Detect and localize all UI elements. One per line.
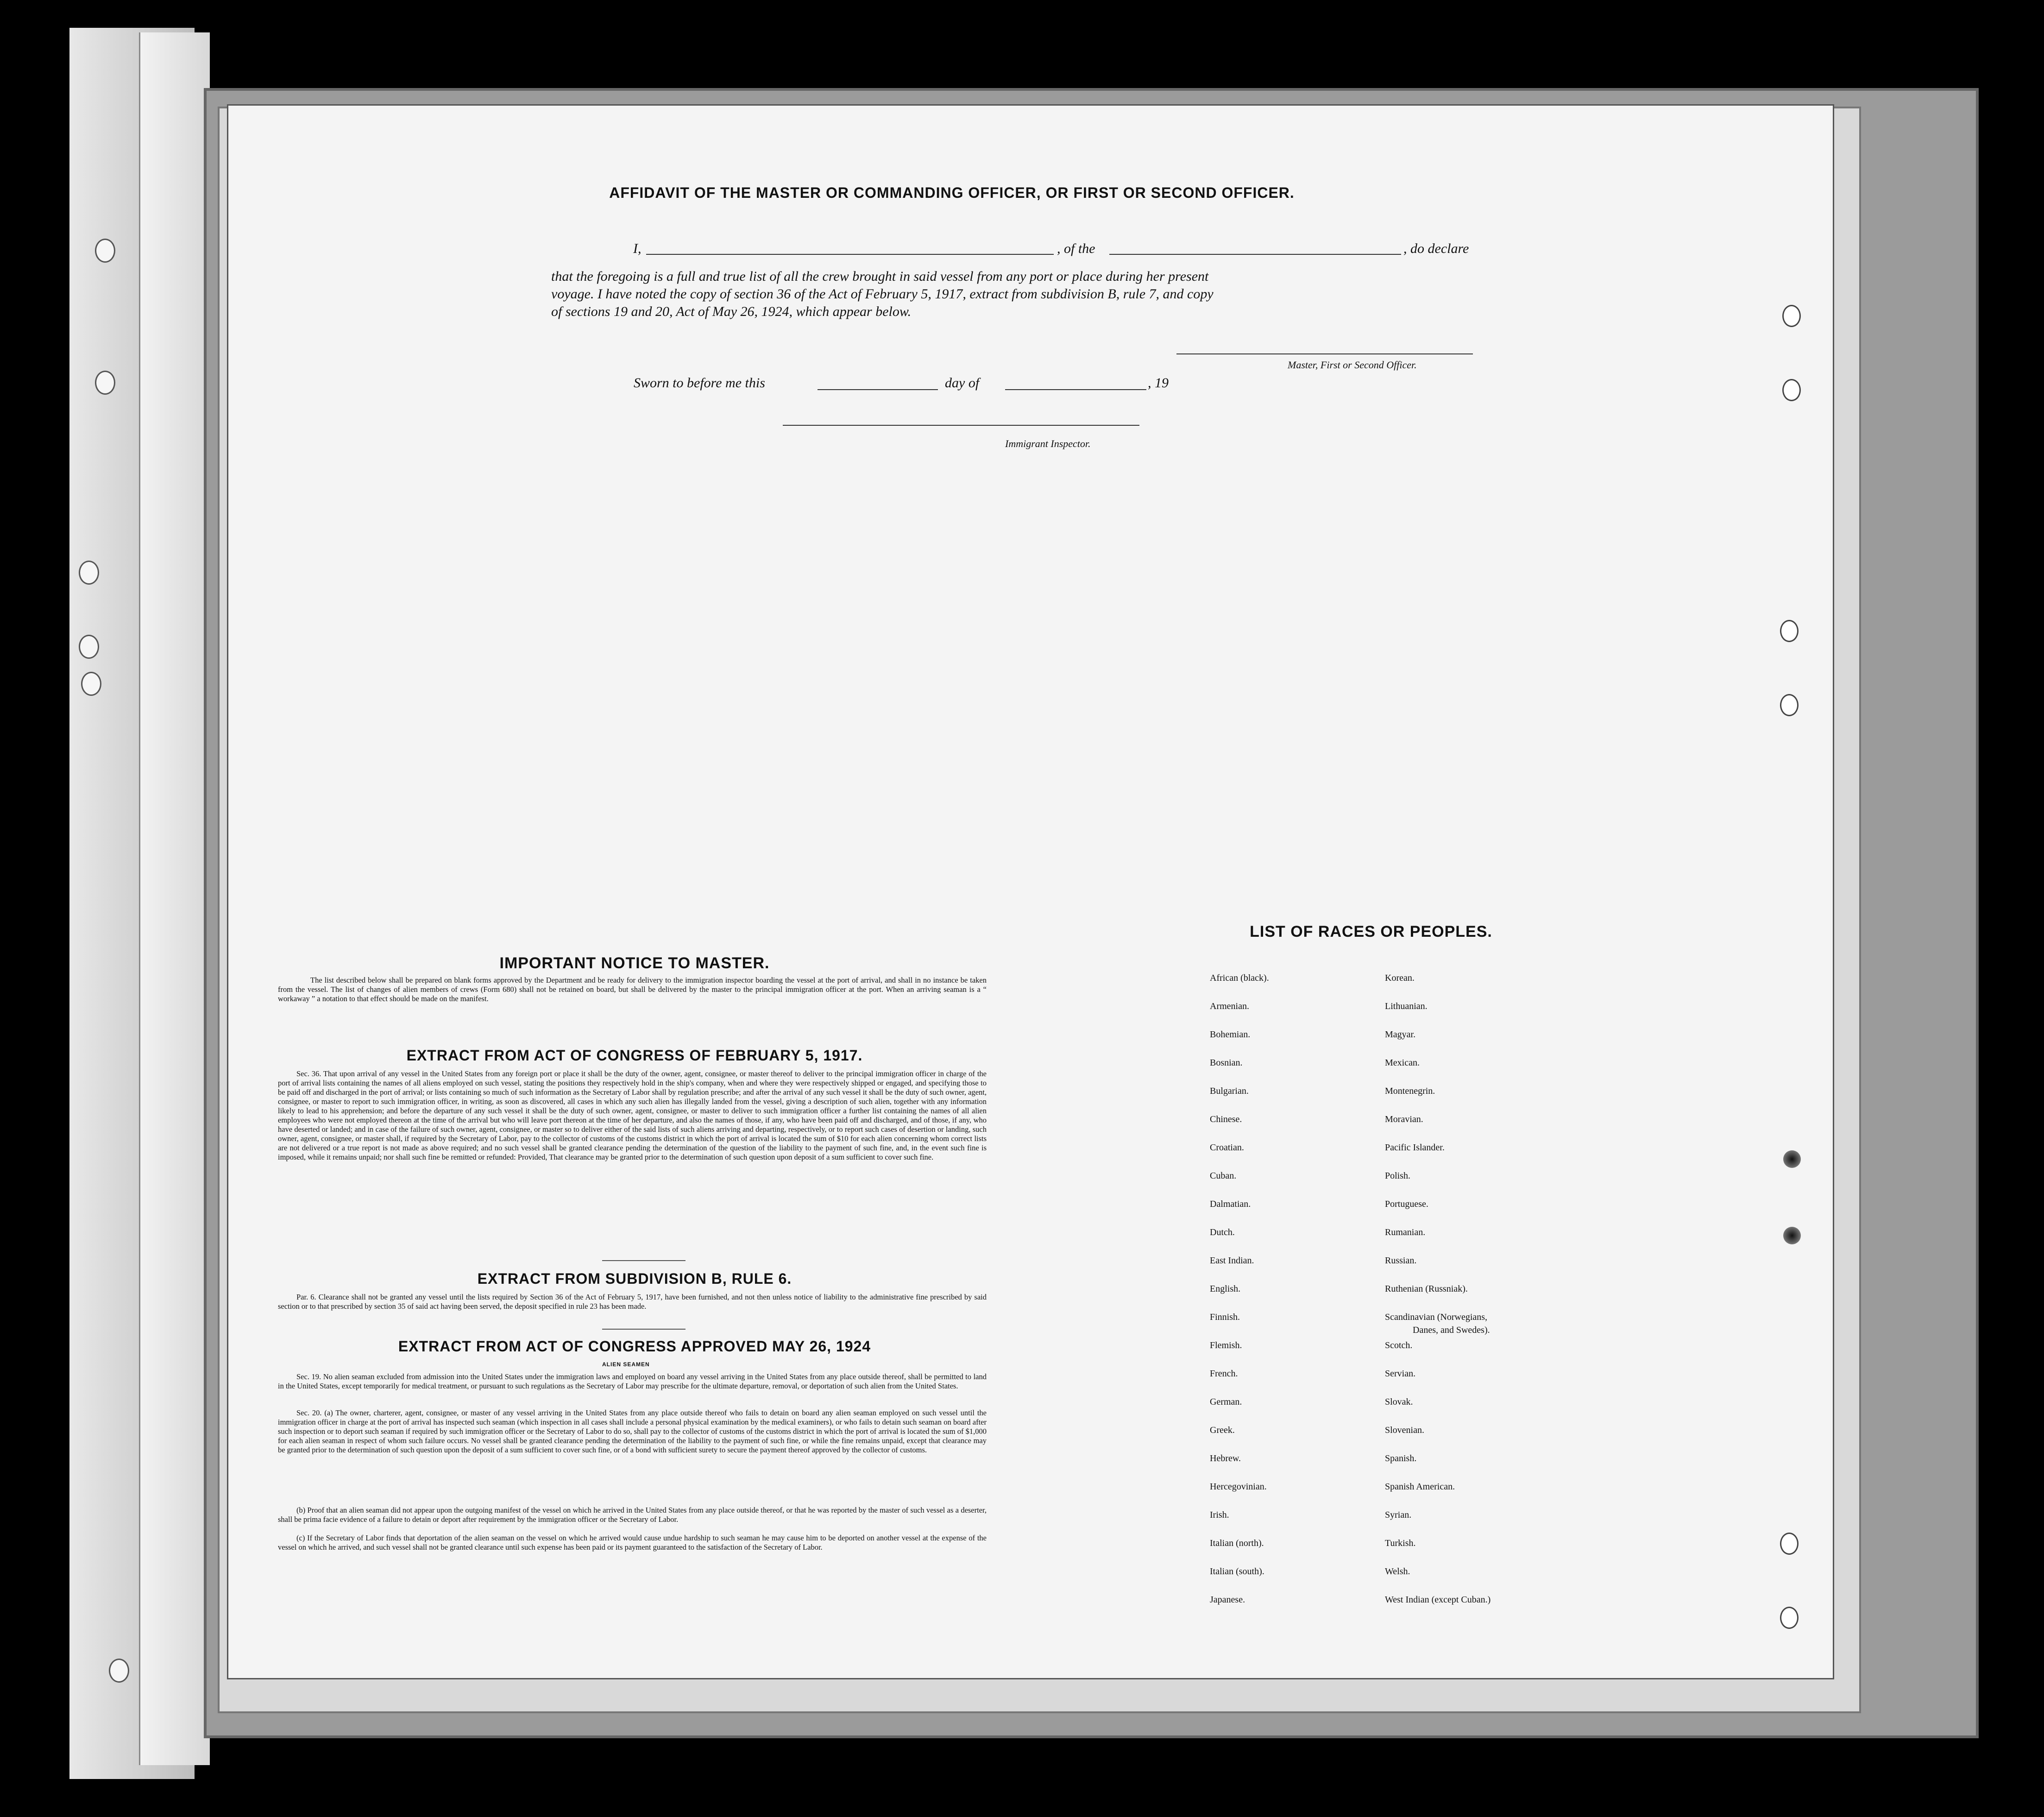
race-item: German.: [1210, 1397, 1242, 1407]
race-item: Magyar.: [1385, 1029, 1416, 1040]
sec20b-body: (b) Proof that an alien seaman did not appear upon the outgoing manifest of the vessel on which he arrived in the United States from any place outside thereof, or that he was reported by the master of such vessel as a deserter, shall be prima facie evidence of a failure to detain or deport after requirement by the immigration officer or the Secretary of Labor.: [278, 1506, 987, 1524]
affidavit-body-line2: voyage. I have noted the copy of section 36 of the Act of February 5, 1917, extract from subdivision B, rule 7, and copy: [551, 286, 1214, 302]
punch-hole: [1780, 1607, 1799, 1629]
race-item: Armenian.: [1210, 1001, 1249, 1011]
do-declare-label: , do declare: [1403, 241, 1469, 256]
race-item: Moravian.: [1385, 1114, 1423, 1124]
sworn-label: Sworn to before me this: [634, 375, 765, 391]
affidavit-title: AFFIDAVIT OF THE MASTER OR COMMANDING OFFICER, OR FIRST OR SECOND OFFICER.: [609, 184, 1295, 201]
race-item: Italian (north).: [1210, 1538, 1264, 1548]
affidavit-body-line1: that the foregoing is a full and true list of all the crew brought in said vessel from any port or place during her present: [551, 269, 1209, 284]
punch-hole: [1783, 1227, 1801, 1244]
day-of-label: day of: [945, 375, 980, 391]
punch-hole: [1782, 379, 1801, 401]
race-item: Mexican.: [1385, 1058, 1420, 1068]
punch-hole: [1782, 305, 1801, 327]
race-item: Croatian.: [1210, 1142, 1244, 1153]
race-item: Slovenian.: [1385, 1425, 1424, 1435]
master-label: Master, First or Second Officer.: [1288, 359, 1417, 371]
notice-body: The list described below shall be prepared on blank forms approved by the Department and be ready for delivery to the immigration inspector boarding the vessel at the port of arrival, and shall in no instance be taken from the vessel. The list of changes of alien members of crews (Form 680) shall not be retained on board, but shall be delivered by the master to the principal immigration officer at the port. When an arriving seaman is a “ workaway ” a notation to that effect should be made on the manifest.: [278, 976, 987, 1003]
race-item: Scandinavian (Norwegians,: [1385, 1312, 1488, 1322]
extract-1917-title: EXTRACT FROM ACT OF CONGRESS OF FEBRUARY 5, 1917.: [406, 1047, 863, 1064]
binder-hole: [79, 635, 99, 659]
punch-hole: [1783, 1150, 1801, 1168]
race-item: Polish.: [1385, 1171, 1411, 1181]
race-item: Welsh.: [1385, 1566, 1410, 1577]
of-the-label: , of the: [1057, 241, 1095, 256]
race-item: Slovak.: [1385, 1397, 1413, 1407]
race-item: English.: [1210, 1284, 1241, 1294]
race-item: Bulgarian.: [1210, 1086, 1249, 1096]
notice-title: IMPORTANT NOTICE TO MASTER.: [499, 954, 770, 972]
race-item: Hercegovinian.: [1210, 1482, 1267, 1492]
master-signature-line[interactable]: [1176, 353, 1473, 354]
race-item: Pacific Islander.: [1385, 1142, 1445, 1153]
race-item: Bohemian.: [1210, 1029, 1251, 1040]
race-item: French.: [1210, 1369, 1238, 1379]
sec20a-body: Sec. 20. (a) The owner, charterer, agent, consignee, or master of any vessel arriving in the United States from any place outside thereof who fails to detain on board any alien seaman employed on such vessel until the immigration officer in charge at the port of arrival has inspected such seaman (which inspection in all cases shall include a personal physical examination by the medical examiners), or who fails to detain such seaman on board after such inspection or to deport such seaman if required by such immigration officer or the Secretary of Labor to do so, shall pay to the collector of customs of the customs district in which the port of arrival is located the sum of $1,000 for each alien seaman in respect of whom such failure occurs. No vessel shall be granted clearance pending the determination of the liability to the payment of such fine, or while the fine remains unpaid, except that clearance may be granted prior to the determination of such question upon the deposit of a sum sufficient to cover such fine, or of a bond with sufficient surety to secure the payment thereof approved by the collector of customs.: [278, 1408, 987, 1454]
race-item: Irish.: [1210, 1510, 1229, 1520]
race-item: Chinese.: [1210, 1114, 1242, 1124]
punch-hole: [1780, 694, 1799, 716]
race-item-continuation: Danes, and Swedes).: [1413, 1325, 1490, 1335]
extract-rule6-title: EXTRACT FROM SUBDIVISION B, RULE 6.: [477, 1270, 792, 1287]
race-item: Spanish.: [1385, 1453, 1417, 1464]
race-item: Hebrew.: [1210, 1453, 1241, 1464]
sec20c-body: (c) If the Secretary of Labor finds that deportation of the alien seaman on the vessel on which he arrived would cause undue hardship to such seaman he may cause him to be deported on another vessel at the expense of the vessel on which he arrived, and such vessel shall not be granted clearance until such expense has been paid or its payment guaranteed to the satisfaction of the Secretary of Labor.: [278, 1533, 987, 1552]
affidavit-i-label: I,: [633, 241, 642, 256]
binder-hole: [79, 561, 99, 585]
year-label: , 19: [1148, 375, 1169, 391]
binder-hole: [95, 239, 115, 263]
race-item: Servian.: [1385, 1369, 1416, 1379]
race-item: Scotch.: [1385, 1340, 1413, 1350]
race-item: Flemish.: [1210, 1340, 1242, 1350]
race-item: Korean.: [1385, 973, 1415, 983]
binder-hole: [95, 371, 115, 395]
sec19-body: Sec. 19. No alien seaman excluded from admission into the United States under the immigration laws and employed on board any vessel arriving in the United States from any place outside thereof, shall be permitted to land in the United States, except temporarily for medical treatment, or pursuant to such regulations as the Secretary of Labor may prescribe for the ultimate departure, removal, or deportation of such alien from the United States.: [278, 1372, 987, 1390]
divider: [602, 1329, 686, 1330]
binder-hole: [81, 672, 101, 696]
race-item: African (black).: [1210, 973, 1269, 983]
race-item: Dalmatian.: [1210, 1199, 1251, 1209]
extract-rule6-body: Par. 6. Clearance shall not be granted any vessel until the lists required by Section 36 of the Act of February 5, 1917, have been furnished, and not then unless notice of liability to the administrative fine prescribed by said section or to that prescribed by section 35 of said act having been served, the deposit specified in rule 23 has been made.: [278, 1293, 987, 1311]
race-item: Montenegrin.: [1385, 1086, 1435, 1096]
race-item: Japanese.: [1210, 1595, 1245, 1605]
race-item: Dutch.: [1210, 1227, 1235, 1237]
race-item: Greek.: [1210, 1425, 1235, 1435]
vessel-blank[interactable]: [1109, 254, 1401, 255]
binder-hole: [109, 1659, 129, 1683]
race-item: Spanish American.: [1385, 1482, 1455, 1492]
race-item: Turkish.: [1385, 1538, 1416, 1548]
race-item: Bosnian.: [1210, 1058, 1243, 1068]
race-item: Russian.: [1385, 1255, 1417, 1266]
divider: [602, 1260, 686, 1261]
extract-1917-body: Sec. 36. That upon arrival of any vessel in the United States from any foreign port or place it shall be the duty of the owner, agent, consignee, or master thereof to deliver to the principal immigration officer in charge of the port of arrival lists containing the names of all aliens employed on such vessel, stating the positions they respectively hold in the ship's company, when and where they were respectively shipped or engaged, and specifying those to be paid off and discharged in the port of arrival; or lists containing so much of such information as the Secretary of Labor shall by regulation prescribe; and after the arrival of any such vessel it shall be the duty of such owner, agent, consignee, or master to report to such immigration officer, in writing, as soon as discovered, all cases in which any such alien has illegally landed from the vessel, giving a description of such alien, together with any information likely to lead to his apprehension; and before the departure of any such vessel it shall be the duty of such owner, agent, consignee, or master to deliver to such immigration officer a further list containing the names of all alien employees who were not employed thereon at the time of the arrival but who will leave port thereon at the time of her departure, and also the names of those, if any, who have been paid off and discharged, and of those, if any, who have deserted or landed; and in case of the failure of such owner, agent, consignee, or master so to deliver either of the said lists of such aliens arriving and departing, respectively, or to report such cases of desertion or landing, such owner, agent, consignee, or master shall, if required by the Secretary of Labor, pay to the collector of customs of the customs district in which the port of arrival is located the sum of $10 for each alien concerning whom correct lists are not delivered or a true report is not made as above required; and no such vessel shall be granted clearance pending the determination of the question of the liability to the payment of such fine, and, in the event such fine is imposed, while it remains unpaid; nor shall such fine be remitted or refunded: Provided, That clearance may be granted prior to the determination of such question upon deposit of a sum sufficient to cover such fine.: [278, 1069, 987, 1161]
sworn-month-blank[interactable]: [1005, 389, 1146, 390]
sworn-day-blank[interactable]: [818, 389, 938, 390]
extract-1924-subtitle: ALIEN SEAMEN: [602, 1361, 650, 1368]
race-item: East Indian.: [1210, 1255, 1254, 1266]
binder-page-edge: [139, 32, 210, 1765]
race-item: Portuguese.: [1385, 1199, 1428, 1209]
affidavit-body-line3: of sections 19 and 20, Act of May 26, 1924, which appear below.: [551, 304, 912, 319]
inspector-signature-line[interactable]: [783, 425, 1139, 426]
race-item: West Indian (except Cuban.): [1385, 1595, 1491, 1605]
race-item: Italian (south).: [1210, 1566, 1264, 1577]
race-item: Lithuanian.: [1385, 1001, 1428, 1011]
extract-1924-title: EXTRACT FROM ACT OF CONGRESS APPROVED MAY 26, 1924: [398, 1338, 871, 1355]
race-item: Finnish.: [1210, 1312, 1240, 1322]
race-item: Rumanian.: [1385, 1227, 1426, 1237]
inspector-label: Immigrant Inspector.: [1005, 438, 1091, 449]
race-item: Ruthenian (Russniak).: [1385, 1284, 1468, 1294]
punch-hole: [1780, 620, 1799, 642]
punch-hole: [1780, 1533, 1799, 1555]
race-item: Syrian.: [1385, 1510, 1412, 1520]
races-title: LIST OF RACES OR PEOPLES.: [1250, 923, 1492, 940]
race-item: Cuban.: [1210, 1171, 1237, 1181]
name-blank[interactable]: [646, 254, 1054, 255]
